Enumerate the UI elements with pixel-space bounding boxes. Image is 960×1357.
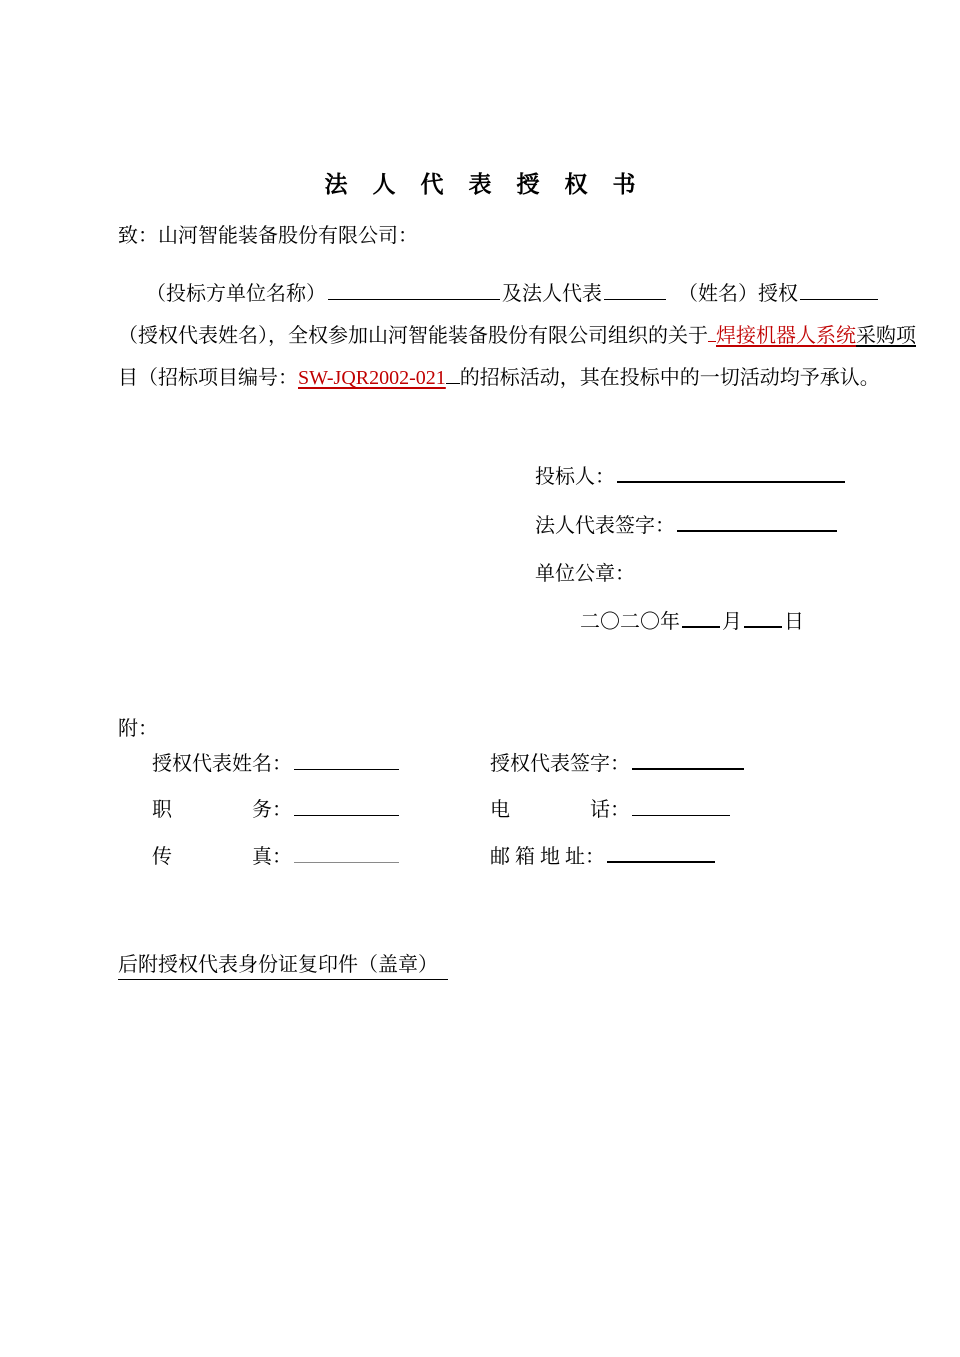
bidder-signature-blank	[617, 460, 845, 483]
attachment-heading: 附：	[118, 718, 158, 740]
phone-field	[490, 793, 732, 822]
paragraph-line-1	[118, 277, 880, 306]
legal-rep-signature-row	[535, 509, 839, 538]
fax-field	[152, 840, 401, 869]
date-year-text: 二〇二〇年	[580, 611, 680, 633]
underline-lead	[708, 320, 716, 342]
fax-label: 传 真：	[152, 846, 292, 868]
fax-blank	[294, 841, 399, 863]
email-field	[490, 840, 717, 869]
company-seal-row	[535, 557, 635, 586]
rep-sign-blank	[632, 747, 744, 770]
legal-rep-sign-label: 法人代表签字：	[535, 515, 675, 537]
email-label: 邮 箱 地 址：	[490, 846, 605, 868]
rep-name-blank	[294, 748, 399, 770]
paragraph-line-2	[118, 319, 916, 348]
bidder-signature-row	[535, 460, 847, 489]
phone-blank	[632, 794, 730, 816]
project-name-highlight: 焊接机器人系统	[716, 325, 856, 347]
underline-trail	[446, 362, 460, 384]
authorized-name-blank	[800, 278, 878, 300]
rep-sign-field	[490, 747, 746, 776]
legal-rep-label: 及法人代表	[502, 283, 602, 305]
position-blank	[294, 794, 399, 816]
date-day-blank	[744, 605, 782, 628]
date-month-label: 月	[722, 611, 742, 633]
date-month-blank	[682, 605, 720, 628]
rep-name-field	[152, 747, 401, 776]
bidder-unit-name-blank	[328, 278, 500, 300]
rep-sign-label: 授权代表签字：	[490, 753, 630, 775]
tender-code-label: 目（招标项目编号：	[118, 367, 298, 389]
tender-code: SW-JQR2002-021	[298, 367, 446, 389]
paragraph-closing-text: 的招标活动，其在投标中的一切活动均予承认。	[459, 367, 880, 389]
position-label: 职 务：	[152, 799, 292, 821]
date-row	[580, 605, 804, 634]
rep-name-label: 授权代表姓名：	[152, 753, 292, 775]
name-authorize-label: （姓名）授权	[678, 283, 798, 305]
legal-rep-signature-blank	[677, 509, 837, 532]
phone-label: 电 话：	[490, 799, 630, 821]
company-seal-label: 单位公章：	[535, 563, 635, 585]
document-title: 法人代表授权书	[324, 172, 661, 197]
bidder-unit-name-label: （投标方单位名称）	[146, 283, 326, 305]
position-field	[152, 793, 401, 822]
bidder-label: 投标人：	[535, 466, 615, 488]
date-day-label: 日	[784, 611, 804, 633]
email-blank	[607, 840, 715, 863]
project-name-suffix: 采购项	[856, 325, 916, 347]
paragraph-text: （授权代表姓名），全权参加山河智能装备股份有限公司组织的关于	[118, 325, 708, 347]
salutation: 致：山河智能装备股份有限公司：	[118, 225, 418, 247]
legal-rep-blank	[604, 278, 666, 300]
paragraph-line-3	[118, 361, 880, 390]
footer-note: 后附授权代表身份证复印件（盖章）	[118, 948, 448, 980]
